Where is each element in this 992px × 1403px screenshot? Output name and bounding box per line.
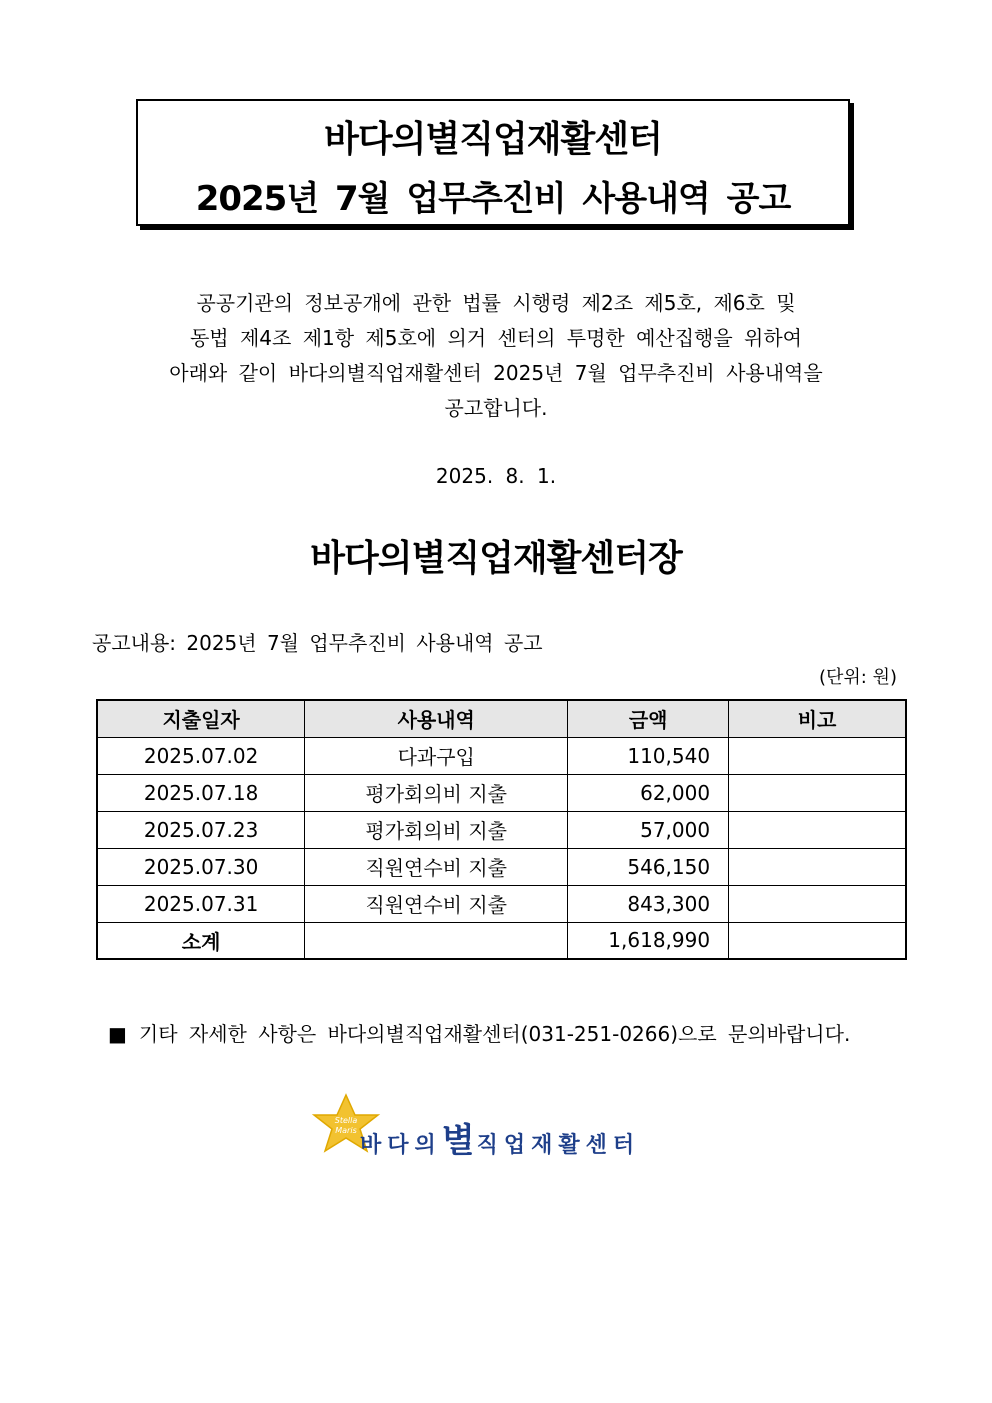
header-amount: 금액 xyxy=(568,700,729,737)
subtotal-item xyxy=(305,922,568,959)
cell-amount: 57,000 xyxy=(568,811,729,848)
logo-prefix: 바다의 xyxy=(360,1133,442,1158)
cell-item: 다과구입 xyxy=(305,737,568,774)
logo-big-char: 별 xyxy=(441,1121,477,1161)
cell-amount: 110,540 xyxy=(568,737,729,774)
table-row xyxy=(97,848,906,885)
cell-note xyxy=(729,885,906,922)
intro-paragraph xyxy=(100,286,892,426)
header-note: 비고 xyxy=(729,700,906,737)
cell-item: 직원연수비 지출 xyxy=(305,885,568,922)
header-date: 지출일자 xyxy=(97,700,305,737)
cell-item: 직원연수비 지출 xyxy=(305,848,568,885)
logo-wordmark xyxy=(360,1113,640,1162)
subtotal-label: 소계 xyxy=(97,922,305,959)
cell-amount: 62,000 xyxy=(568,774,729,811)
cell-item: 평가회의비 지출 xyxy=(305,774,568,811)
cell-note xyxy=(729,774,906,811)
subtotal-amount: 1,618,990 xyxy=(568,922,729,959)
organization-logo xyxy=(310,1093,690,1163)
title-notice: 2025년 7월 업무추진비 사용내역 공고 xyxy=(195,179,791,219)
unit-label: (단위: 원) xyxy=(819,667,897,688)
cell-note xyxy=(729,848,906,885)
expense-table xyxy=(96,699,907,960)
cell-note xyxy=(729,737,906,774)
star-text-bottom: Maris xyxy=(335,1126,357,1135)
cell-note xyxy=(729,811,906,848)
table-row xyxy=(97,885,906,922)
intro-line: 공공기관의 정보공개에 관한 법률 시행령 제2조 제5호, 제6호 및 xyxy=(196,291,796,315)
intro-line: 공고합니다. xyxy=(444,396,548,420)
header-item: 사용내역 xyxy=(305,700,568,737)
cell-amount: 843,300 xyxy=(568,885,729,922)
cell-item: 평가회의비 지출 xyxy=(305,811,568,848)
contact-footnote xyxy=(108,1018,850,1047)
cell-date: 2025.07.18 xyxy=(97,774,305,811)
square-bullet-icon: ■ xyxy=(108,1022,127,1046)
subtotal-row xyxy=(97,922,906,959)
title-organization: 바다의별직업재활센터 xyxy=(324,119,662,160)
notice-date: 2025. 8. 1. xyxy=(435,464,557,488)
signer-title: 바다의별직업재활센터장 xyxy=(310,538,682,579)
logo-suffix: 직업재활센터 xyxy=(476,1133,641,1158)
cell-amount: 546,150 xyxy=(568,848,729,885)
notice-subject: 공고내용: 2025년 7월 업무추진비 사용내역 공고 xyxy=(92,631,543,655)
cell-date: 2025.07.30 xyxy=(97,848,305,885)
title-box xyxy=(136,99,850,226)
footnote-text: 기타 자세한 사항은 바다의별직업재활센터(031-251-0266)으로 문의바랍니다. xyxy=(138,1022,851,1046)
table-header-row xyxy=(97,700,906,737)
cell-date: 2025.07.23 xyxy=(97,811,305,848)
intro-line: 아래와 같이 바다의별직업재활센터 2025년 7월 업무추진비 사용내역을 xyxy=(169,361,823,385)
star-text-top: Stella xyxy=(334,1116,358,1125)
cell-date: 2025.07.31 xyxy=(97,885,305,922)
cell-date: 2025.07.02 xyxy=(97,737,305,774)
intro-line: 동법 제4조 제1항 제5호에 의거 센터의 투명한 예산집행을 위하여 xyxy=(189,326,803,350)
table-row xyxy=(97,811,906,848)
table-row xyxy=(97,774,906,811)
subtotal-note xyxy=(729,922,906,959)
table-row xyxy=(97,737,906,774)
